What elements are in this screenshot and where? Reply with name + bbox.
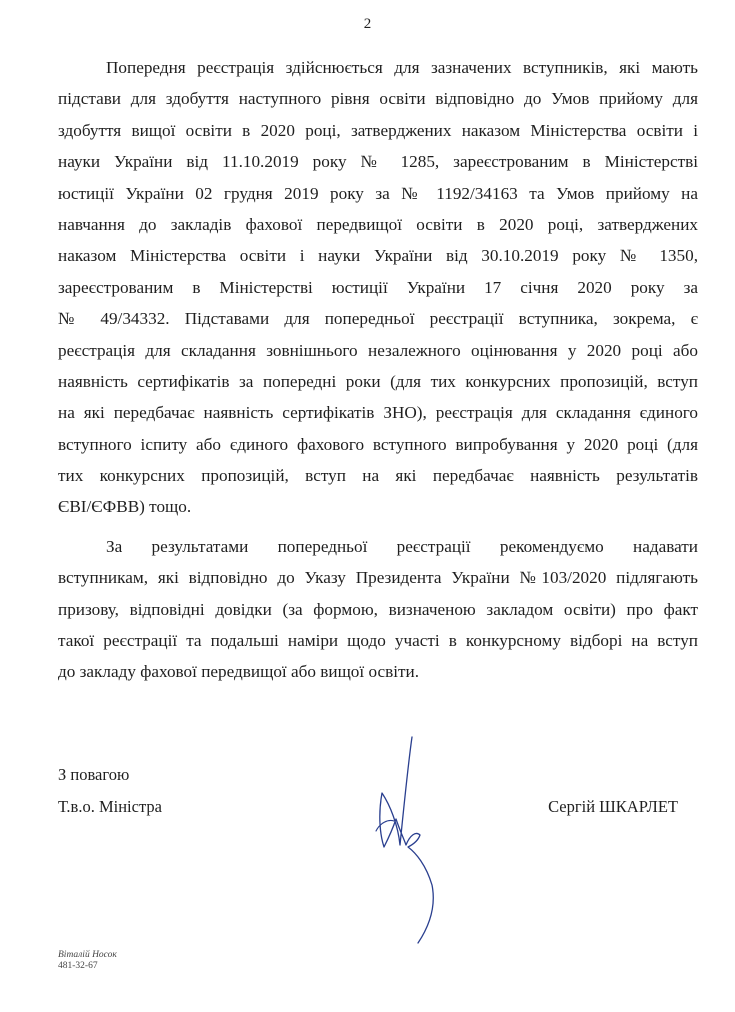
executor-name: Віталій Носок	[58, 950, 117, 960]
text-line: юстиції України 02 грудня 2019 року за № 1192/34163 та Умов прийому на	[58, 183, 698, 203]
text-line: зареєстрованим в Міністерстві юстиції України 17 січня 2020 року за	[58, 277, 698, 297]
text-line: вступного іспиту або єдиного фахового вступного випробування у 2020 році (для	[58, 434, 698, 454]
handwritten-signature	[360, 735, 450, 945]
signer-name: Сергій ШКАРЛЕТ	[548, 797, 678, 816]
text-line: тих конкурсних пропозицій, вступ на які передбачає наявність результатів	[58, 466, 698, 486]
executor-info	[58, 950, 117, 972]
text-line: навчання до закладів фахової передвищої освіти в 2020 році, затверджених	[58, 214, 698, 234]
text-line: № 49/34332. Підставами для попередньої реєстрації вступника, зокрема, є	[58, 309, 698, 329]
page-number: 2	[363, 16, 372, 32]
text-line: наявність сертифікатів за попередні роки (для тих конкурсних пропозицій, вступ	[58, 371, 698, 391]
text-line: до закладу фахової передвищої або вищої освіти.	[58, 662, 420, 682]
executor-phone: 481-32-67	[58, 961, 98, 971]
text-line: здобуття вищої освіти в 2020 році, затверджених наказом Міністерства освіти і	[58, 120, 698, 140]
text-line: наказом Міністерства освіти і науки України від 30.10.2019 року № 1350,	[58, 246, 698, 266]
text-line: на які передбачає наявність сертифікатів ЗНО), реєстрація для складання єдиного	[58, 403, 698, 423]
letter-body	[58, 52, 698, 688]
text-line: За результатами попередньої реєстрації рекомендуємо надавати	[106, 536, 698, 556]
text-line: вступникам, які відповідно до Указу Президента України №103/2020 підлягають	[58, 568, 698, 588]
text-line: призову, відповідні довідки (за формою, визначеною закладом освіти) про факт	[58, 599, 698, 619]
text-line: такої реєстрації та подальші наміри щодо участі в конкурсному відборі на вступ	[58, 631, 698, 651]
text-line: ЄВІ/ЄФВВ) тощо.	[58, 497, 192, 517]
text-line: реєстрація для складання зовнішнього незалежного оцінювання у 2020 році або	[58, 340, 698, 360]
text-line: підстави для здобуття наступного рівня освіти відповідно до Умов прийому для	[58, 89, 698, 109]
paragraph-preliminary-registration	[58, 52, 698, 523]
text-line: науки України від 11.10.2019 року № 1285, зареєстрованим в Міністерстві	[58, 152, 698, 172]
signer-position: Т.в.о. Міністра	[58, 797, 162, 816]
paragraph-gap	[58, 523, 698, 531]
text-line: Попередня реєстрація здійснюється для зазначених вступників, які мають	[106, 58, 698, 77]
closing-regards: З повагою	[58, 765, 130, 784]
paragraph-recommendation	[58, 531, 698, 688]
